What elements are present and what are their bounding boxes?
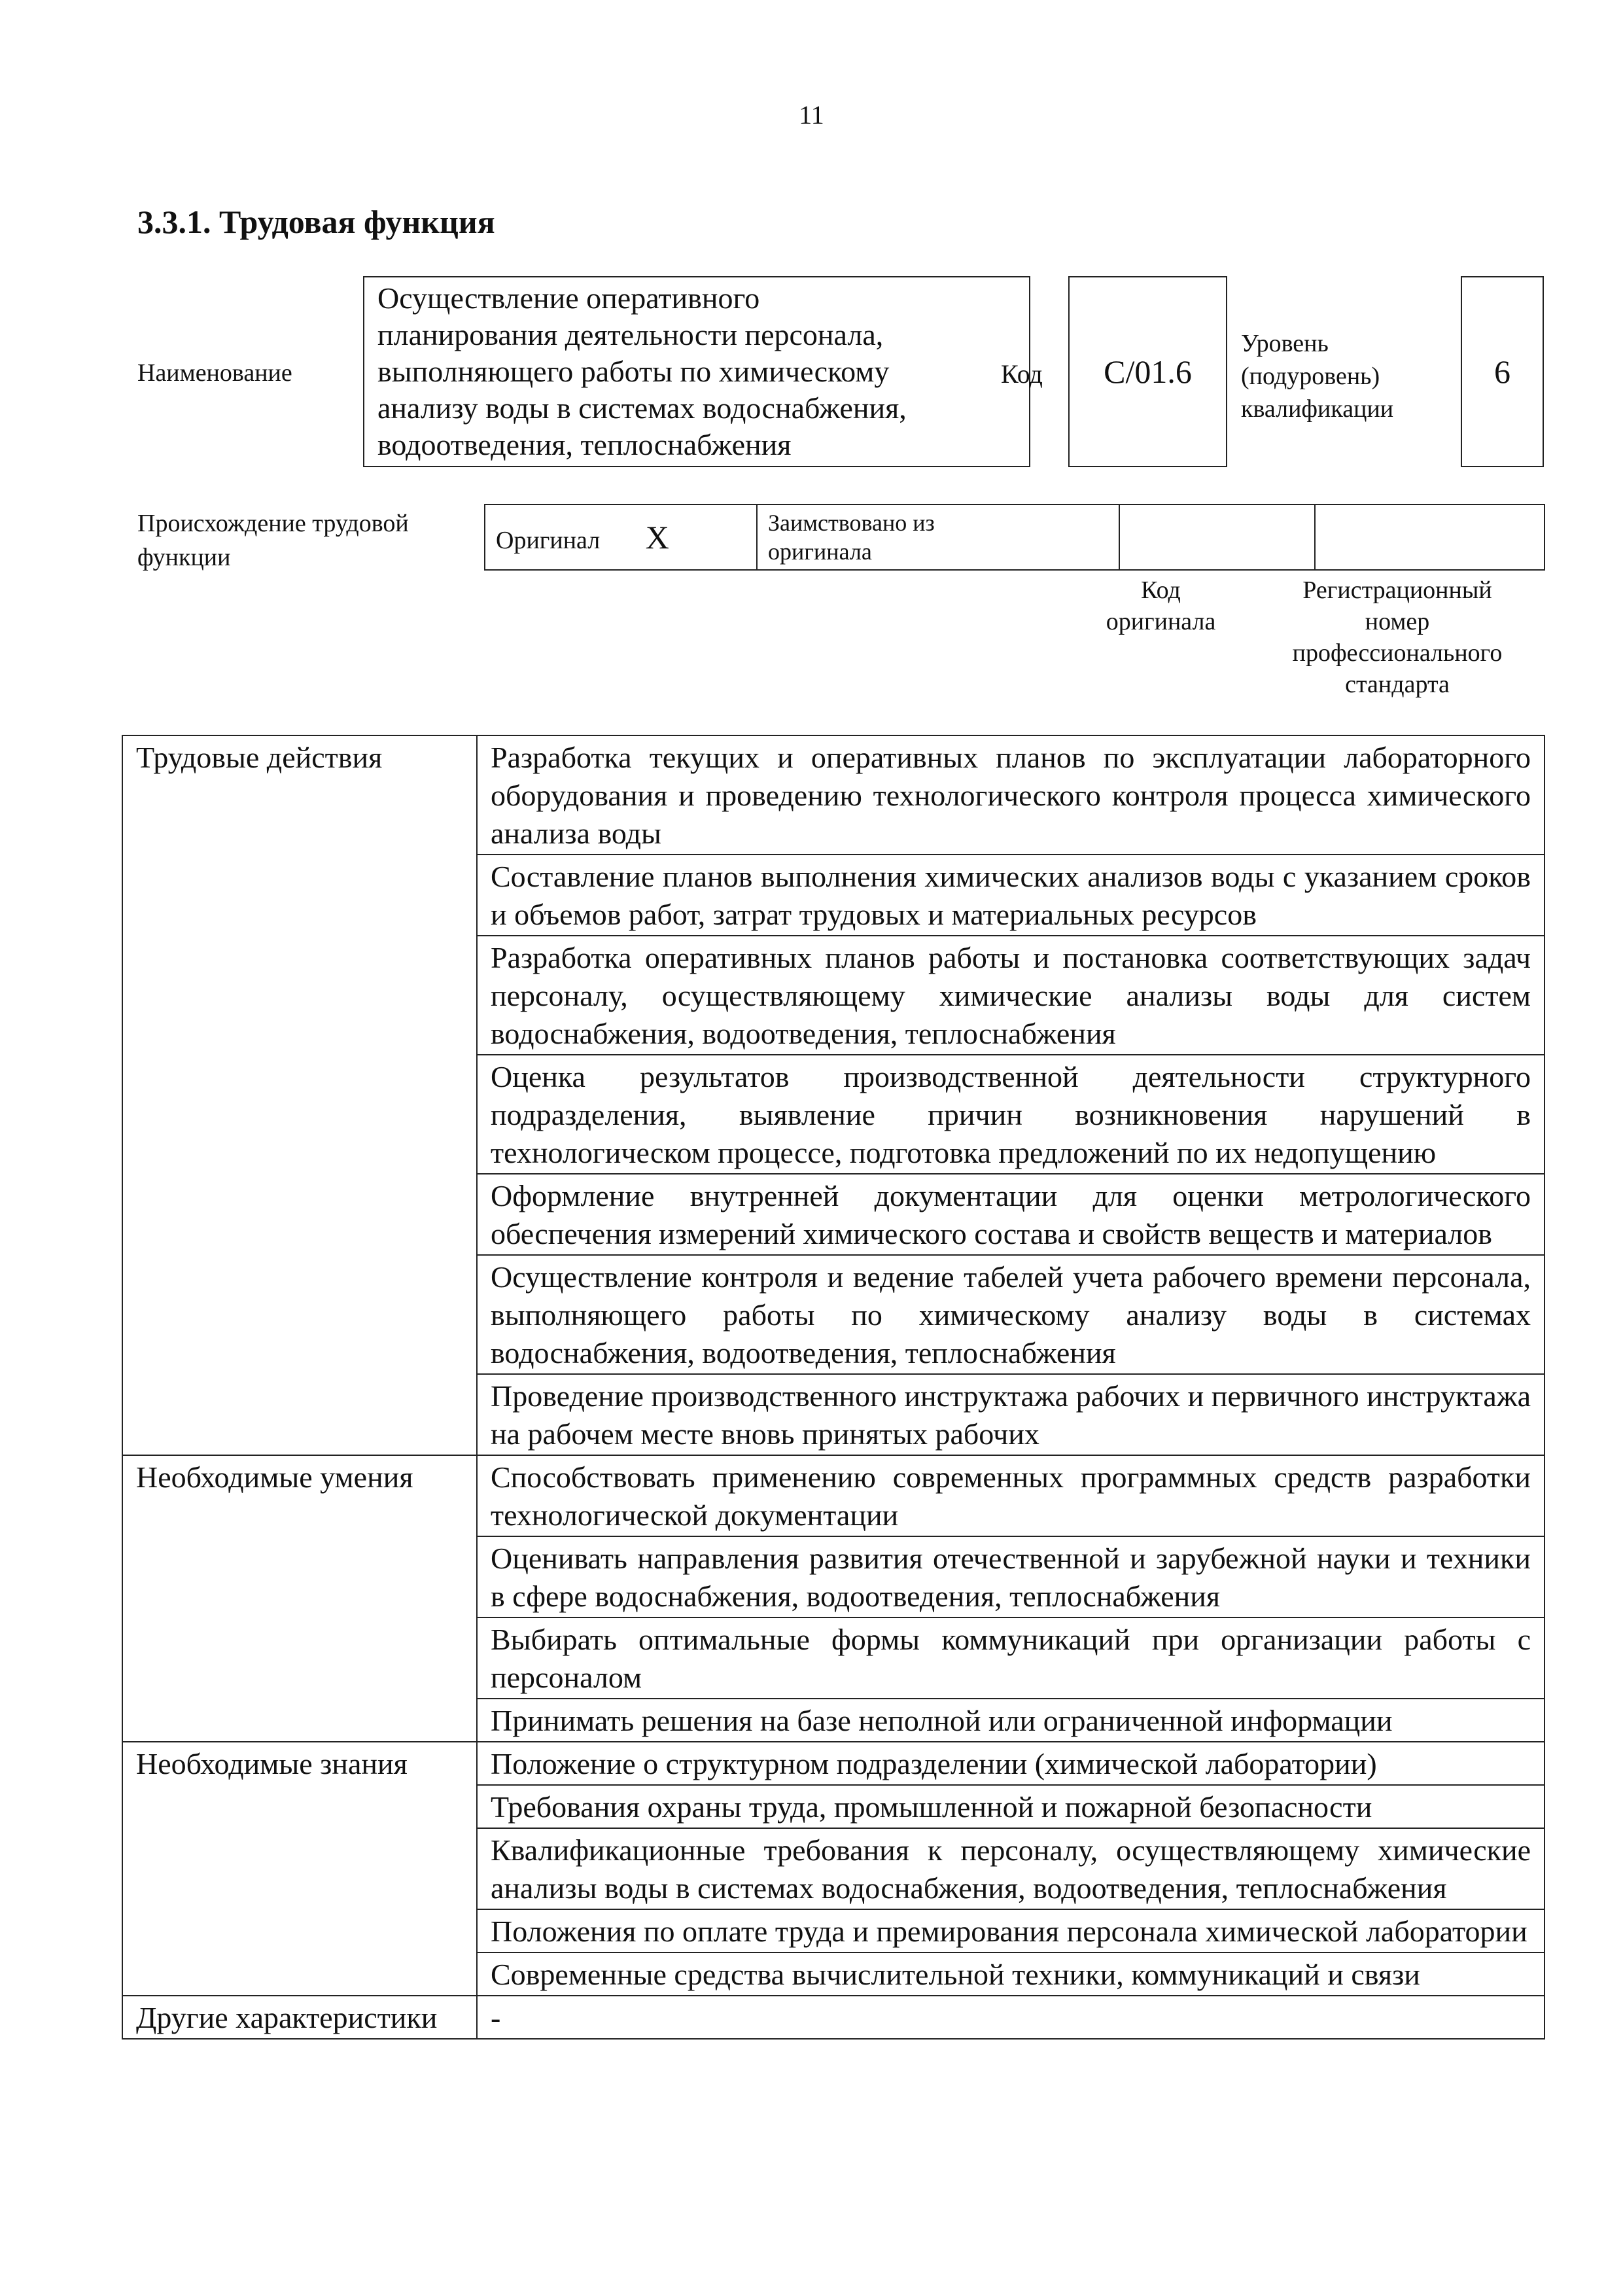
list-item: Разработка текущих и оперативных планов по эксплуатации лабораторного оборудования и проведению технологического контроля процесса химического анализа воды — [477, 735, 1544, 855]
origin-label-line: Происхождение трудовой — [137, 510, 409, 537]
origin-label-line: функции — [137, 544, 231, 571]
list-item: Проведение производственного инструктажа рабочих и первичного инструктажа на рабочем месте вновь принятых рабочих — [477, 1374, 1544, 1455]
page-number: 11 — [799, 100, 824, 130]
function-name-line: водоотведения, теплоснабжения — [377, 428, 792, 461]
original-code-cell — [1119, 504, 1315, 570]
table-row — [122, 1455, 1544, 1536]
function-details-table — [122, 735, 1545, 2040]
list-item: - — [477, 1996, 1544, 2039]
caption-line: стандарта — [1345, 671, 1450, 698]
function-name-line: анализу воды в системах водоснабжения, — [377, 391, 907, 425]
list-item: Оценивать направления развития отечественной и зарубежной науки и техники в сфере водоснабжения, водоотведения, теплоснабжения — [477, 1536, 1544, 1617]
section-title: 3.3.1. Трудовая функция — [137, 203, 495, 240]
origin-label — [137, 506, 409, 574]
table-row — [122, 735, 1544, 855]
level-label-line: квалификации — [1241, 395, 1394, 423]
origin-table — [484, 504, 1545, 571]
list-item: Положение о структурном подразделении (химической лаборатории) — [477, 1742, 1544, 1785]
code-value: C/01.6 — [1068, 276, 1227, 467]
list-item: Выбирать оптимальные формы коммуникаций при организации работы с персоналом — [477, 1617, 1544, 1699]
level-label-line: Уровень — [1241, 330, 1329, 357]
list-item: Оформление внутренней документации для оценки метрологического обеспечения измерений химического состава и свойств веществ и материалов — [477, 1174, 1544, 1255]
function-name-line: выполняющего работы по химическому — [377, 355, 890, 388]
name-label: Наименование — [137, 359, 292, 387]
category-required-knowledge: Необходимые знания — [122, 1742, 477, 1996]
borrowed-label-line: Заимствовано из — [768, 510, 935, 536]
list-item: Требования охраны труда, промышленной и пожарной безопасности — [477, 1785, 1544, 1828]
qualification-level-value: 6 — [1461, 276, 1544, 467]
list-item: Способствовать применению современных программных средств разработки технологической документации — [477, 1455, 1544, 1536]
caption-line: номер — [1365, 608, 1430, 635]
registration-number-cell — [1315, 504, 1544, 570]
list-item: Оценка результатов производственной деятельности структурного подразделения, выявление причин возникновения нарушений в технологическом процессе, подготовка предложений по их недопущению — [477, 1055, 1544, 1174]
list-item: Принимать решения на базе неполной или ограниченной информации — [477, 1699, 1544, 1742]
original-code-caption — [1074, 574, 1248, 637]
category-labor-actions: Трудовые действия — [122, 735, 477, 1455]
list-item: Осуществление контроля и ведение табелей учета рабочего времени персонала, выполняющего работы по химическому анализу воды в системах водоснабжения, водоотведения, теплоснабжения — [477, 1255, 1544, 1374]
function-name-box — [363, 276, 1030, 467]
function-name-line: планирования деятельности персонала, — [377, 318, 884, 351]
list-item: Положения по оплате труда и премирования персонала химической лаборатории — [477, 1909, 1544, 1952]
qualification-level-label — [1241, 327, 1393, 425]
caption-line: Регистрационный — [1302, 576, 1492, 604]
list-item: Современные средства вычислительной техники, коммуникаций и связи — [477, 1952, 1544, 1996]
original-cell — [485, 504, 757, 570]
function-name-line: Осуществление оперативного — [377, 281, 760, 315]
borrowed-cell — [757, 504, 1119, 570]
code-label: Код — [1001, 359, 1043, 389]
list-item: Разработка оперативных планов работы и постановка соответствующих задач персоналу, осуществляющему химические анализы воды для систем водоснабжения, водоотведения, теплоснабжения — [477, 936, 1544, 1055]
caption-line: оригинала — [1106, 608, 1216, 635]
level-label-line: (подуровень) — [1241, 362, 1380, 390]
table-row — [122, 1996, 1544, 2039]
list-item: Составление планов выполнения химических анализов воды с указанием сроков и объемов работ, затрат трудовых и материальных ресурсов — [477, 855, 1544, 936]
registration-number-caption — [1249, 574, 1545, 700]
original-mark: X — [645, 519, 669, 556]
category-required-skills: Необходимые умения — [122, 1455, 477, 1742]
table-row — [122, 1742, 1544, 1785]
caption-line: профессионального — [1292, 639, 1503, 667]
list-item: Квалификационные требования к персоналу, осуществляющему химические анализы воды в системах водоснабжения, водоотведения, теплоснабжения — [477, 1828, 1544, 1909]
borrowed-label-line: оригинала — [768, 539, 872, 565]
original-label: Оригинал — [496, 527, 601, 554]
category-other-characteristics: Другие характеристики — [122, 1996, 477, 2039]
caption-line: Код — [1141, 576, 1181, 604]
